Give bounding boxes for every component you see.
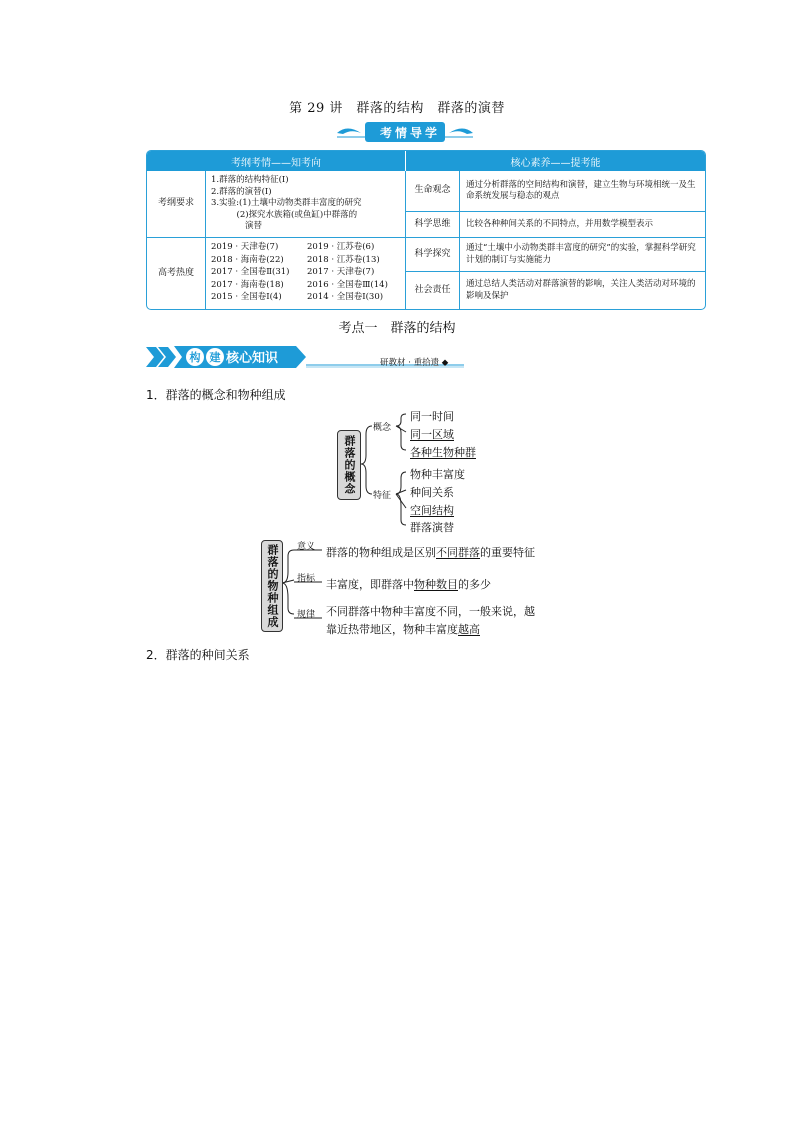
heat-item: 2017 · 全国卷Ⅱ(31) xyxy=(211,267,290,277)
competency-label: 科学探究 xyxy=(414,248,451,259)
concept-item: 同一区域 xyxy=(410,428,454,441)
heat-item: 2018 · 江苏卷(13) xyxy=(307,254,380,265)
competency-text: 通过“土壤中小动物类群丰富度的研究”的实验，掌握科学研究计划的制订与实施能力 xyxy=(466,243,696,265)
header-right: 核心素养——提考能 xyxy=(510,157,601,169)
heat-item: 2015 · 全国卷Ⅰ(4) xyxy=(211,292,282,302)
jian-icon: 建 xyxy=(206,348,224,366)
header-left: 考纲考情——知考向 xyxy=(147,151,406,171)
requirement-item: 1.群落的结构特征(Ⅰ) xyxy=(211,175,289,185)
law-text-line1: 不同群落中物种丰富度不同，一般来说，越 xyxy=(326,605,535,618)
competency-text: 比较各种种间关系的不同特点，并用数学模型表示 xyxy=(466,218,654,229)
feature-item: 群落演替 xyxy=(410,521,454,534)
concept-label: 概念 xyxy=(373,423,392,433)
competency-label: 生命观念 xyxy=(414,185,451,196)
heat-item: 2017 · 天津卷(7) xyxy=(307,267,375,277)
concept-item: 各种生物种群 xyxy=(410,446,476,459)
index-label: 指标 xyxy=(297,574,316,584)
section-label: 核心知识 xyxy=(226,351,279,366)
requirement-item: 3.实验:(1)土壤中动物类群丰富度的研究 xyxy=(211,198,362,208)
meaning-label: 意义 xyxy=(297,542,316,552)
heat-item: 2018 · 海南卷(22) xyxy=(211,254,284,265)
feature-item: 种间关系 xyxy=(410,486,454,499)
feature-item: 空间结构 xyxy=(410,504,454,517)
requirement-item: 演替 xyxy=(211,221,263,231)
kaodian-title: 考点一 群落的结构 xyxy=(338,321,456,336)
requirement-item: (2)探究水族箱(或鱼缸)中群落的 xyxy=(211,209,358,220)
feature-item: 物种丰富度 xyxy=(410,468,465,481)
heat-item: 2017 · 海南卷(18) xyxy=(211,279,284,290)
index-text: 丰富度，即群落中物种数目的多少 xyxy=(326,578,491,591)
heat-item: 2019 · 天津卷(7) xyxy=(211,242,279,252)
competency-text: 通过分析群落的空间结构和演替，建立生物与环境相统一及生命系统发展与稳态的观点 xyxy=(466,179,696,201)
feature-label: 特征 xyxy=(373,491,392,501)
community-concept-box: 群落的概念 xyxy=(337,430,361,500)
competency-text: 通过总结人类活动对群落演替的影响，关注人类活动对环境的影响及保护 xyxy=(466,279,696,301)
heading-1: 1．群落的概念和物种组成 xyxy=(146,388,286,402)
requirement-item: 2.群落的演替(Ⅰ) xyxy=(211,186,272,197)
law-text-line2: 靠近热带地区，物种丰富度越高 xyxy=(326,623,480,636)
meaning-text: 群落的物种组成是区别不同群落的重要特征 xyxy=(326,546,535,559)
banner-title: 考情导学 xyxy=(379,125,440,140)
heading-2: 2．群落的种间关系 xyxy=(146,648,250,662)
heat-item: 2016 · 全国卷Ⅲ(14) xyxy=(307,279,388,290)
competency-label: 社会责任 xyxy=(414,284,451,295)
heat-label: 高考热度 xyxy=(157,267,194,278)
requirements-label: 考纲要求 xyxy=(157,198,194,209)
section-side-note: 研教材 · 重拾遗 ◆ xyxy=(380,358,449,368)
concept-item: 同一时间 xyxy=(410,410,454,423)
species-composition-box: 群落的物种组成 xyxy=(261,540,283,632)
gou-icon: 构 xyxy=(186,348,204,366)
heat-item: 2019 · 江苏卷(6) xyxy=(307,242,375,252)
law-label: 规律 xyxy=(297,610,316,620)
page-title: 第 29 讲 群落的结构 群落的演替 xyxy=(289,101,505,116)
heat-item: 2014 · 全国卷Ⅰ(30) xyxy=(307,292,384,302)
competency-label: 科学思维 xyxy=(414,218,451,229)
